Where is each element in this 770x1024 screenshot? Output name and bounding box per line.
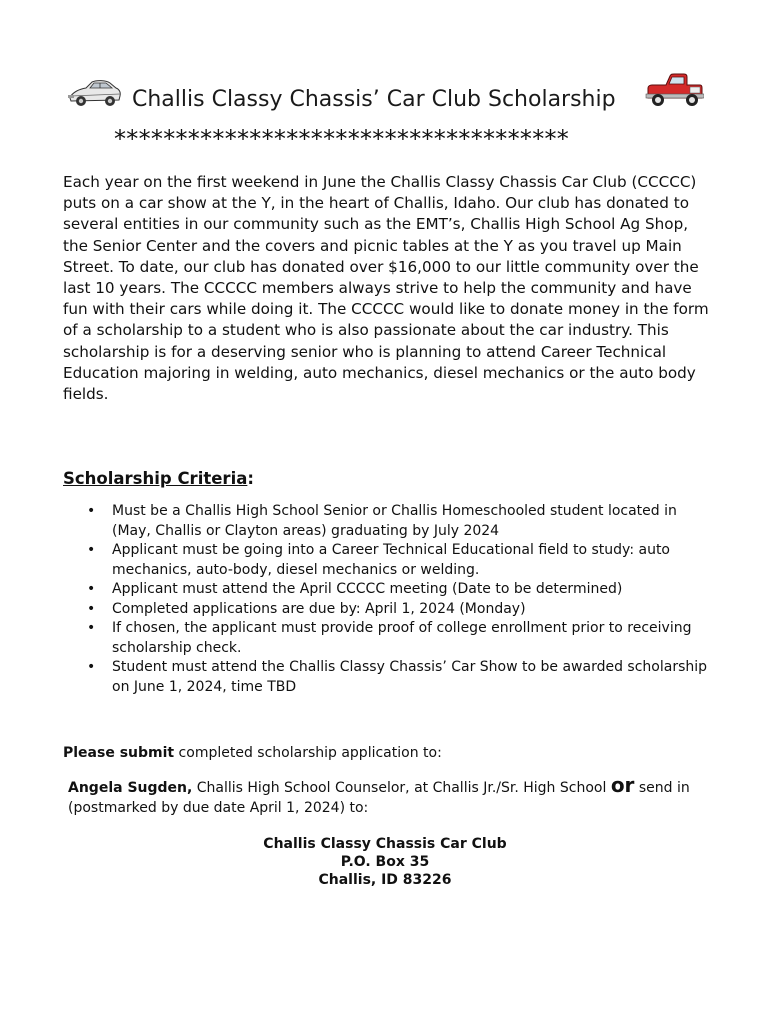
bullet-icon: •: [87, 542, 96, 558]
criteria-heading-colon: :: [247, 469, 254, 488]
address-line-city: Challis, ID 83226: [318, 872, 452, 888]
bullet-icon: •: [87, 659, 96, 675]
criteria-item: [63, 541, 713, 580]
criteria-item-text: Applicant must attend the April CCCCC meeting (Date to be determined): [112, 581, 623, 597]
criteria-heading: [63, 468, 254, 490]
criteria-item-text: Student must attend the Challis Classy Chassis’ Car Show to be awarded scholarship on June 1, 2024, time TBD: [112, 659, 708, 695]
criteria-item-text: Must be a Challis High School Senior or Challis Homeschooled student located in (May, Challis or Clayton areas) graduating by July 2024: [112, 503, 677, 539]
criteria-item: [63, 580, 713, 600]
send-instruction: send in (postmarked by due date April 1, 2024) to:: [68, 780, 690, 816]
bullet-icon: •: [87, 503, 96, 519]
counselor-info: [68, 773, 708, 818]
submit-bold-label: Please submit: [63, 745, 175, 761]
star-divider: *************************************: [114, 125, 570, 153]
counselor-name: Angela Sugden,: [68, 780, 193, 796]
bullet-icon: •: [87, 620, 96, 636]
criteria-item: [63, 658, 713, 697]
page-title: Challis Classy Chassis’ Car Club Scholarship: [132, 87, 616, 112]
submit-rest-text: completed scholarship application to:: [174, 745, 442, 761]
bullet-icon: •: [87, 581, 96, 597]
criteria-item-text: Completed applications are due by: April 1, 2024 (Monday): [112, 600, 526, 617]
criteria-item-text: Applicant must be going into a Career Technical Educational field to study: auto mechanics, auto-body, diesel mechanics or welding.: [112, 542, 670, 578]
counselor-detail: Challis High School Counselor, at Challis Jr./Sr. High School: [192, 780, 611, 796]
criteria-item: [63, 619, 713, 658]
intro-paragraph: Each year on the first weekend in June the Challis Classy Chassis Car Club (CCCCC) puts on a car show at the Y, in the heart of Challis, Idaho. Our club has donated to several entities in our community such as the EMT’s, Challis High School Ag Shop, the Senior Center and the covers and picnic tables at the Y as you travel up Main Street. To date, our club has donated over $16,000 to our little community over the last 10 years. The CCCCC members always strive to help the community and have fun with their cars while doing it. The CCCCC would like to donate money in the form of a scholarship to a student who is also passionate about the car industry. This scholarship is for a deserving senior who is planning to attend Career Technical Education majoring in welding, auto mechanics, diesel mechanics or the auto body fields.: [63, 173, 709, 404]
bullet-icon: •: [87, 600, 96, 617]
or-word: or: [610, 773, 635, 797]
mailing-address: [0, 835, 770, 889]
red-pickup-truck-image: [644, 70, 704, 110]
address-line-club: Challis Classy Chassis Car Club: [263, 836, 507, 852]
criteria-list: [63, 502, 713, 697]
criteria-item-text: If chosen, the applicant must provide proof of college enrollment prior to receiving scholarship check.: [112, 620, 692, 656]
address-line-box: P.O. Box 35: [340, 854, 430, 870]
criteria-item: [63, 502, 713, 541]
vintage-car-image: [66, 76, 122, 110]
submit-instruction: [63, 743, 442, 763]
criteria-heading-text: Scholarship Criteria: [63, 469, 248, 488]
criteria-item: [63, 600, 713, 620]
